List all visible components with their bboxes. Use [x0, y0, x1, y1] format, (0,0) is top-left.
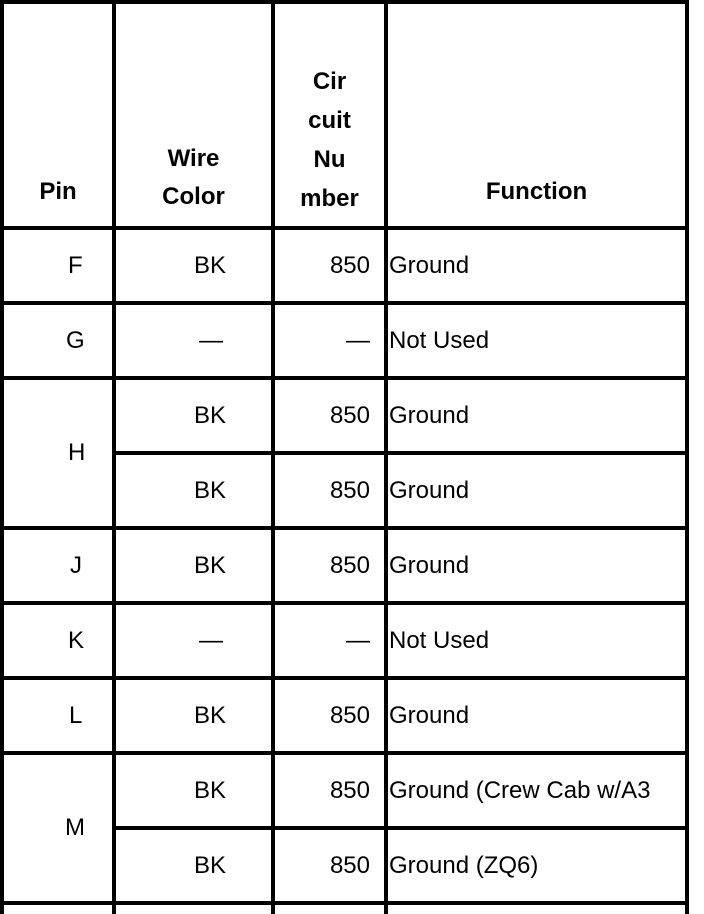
row-rule	[0, 526, 689, 530]
function-cell: Ground (Crew Cab w/A3	[389, 777, 651, 804]
row-rule	[0, 901, 689, 905]
column-rule	[0, 0, 4, 914]
wire-color-cell: BK	[194, 477, 227, 504]
pin-cell: J	[70, 552, 82, 579]
header-function	[388, 178, 685, 206]
header-circuit-line: mber	[300, 185, 359, 212]
function-cell: Ground	[389, 477, 470, 504]
row-rule	[0, 751, 689, 755]
wire-color-cell: BK	[194, 777, 227, 804]
header-circuit-line: Nu	[313, 146, 346, 173]
function-cell: Not Used	[389, 627, 490, 654]
circuit-cell: 850	[329, 552, 370, 579]
row-rule	[113, 451, 689, 455]
header-wire-color-line: Color	[162, 183, 225, 210]
row-rule	[0, 601, 689, 605]
function-cell: Ground	[389, 552, 470, 579]
row-rule	[113, 826, 689, 830]
header-circuit-line: Cir	[312, 68, 347, 95]
header-pin	[4, 178, 112, 206]
column-rule	[112, 0, 116, 914]
circuit-cell: —	[346, 627, 370, 654]
pin-cell: L	[69, 702, 83, 729]
pin-cell: K	[68, 627, 85, 654]
circuit-cell: 850	[329, 852, 370, 879]
header-wire-color	[116, 140, 271, 216]
row-rule	[0, 376, 689, 380]
circuit-cell: 850	[329, 402, 370, 429]
row-rule	[0, 0, 689, 4]
function-cell: Ground	[389, 402, 470, 429]
row-rule	[0, 301, 689, 305]
wire-color-cell: BK	[194, 702, 227, 729]
wire-color-cell: BK	[194, 252, 227, 279]
function-cell: Not Used	[389, 327, 490, 354]
circuit-cell: 850	[329, 252, 370, 279]
row-rule	[0, 226, 689, 230]
wire-color-cell: BK	[194, 402, 227, 429]
header-wire-color-line: Wire	[167, 145, 220, 172]
column-rule	[384, 0, 388, 914]
function-cell: Ground	[389, 702, 470, 729]
header-pin-label: Pin	[39, 178, 77, 205]
wire-color-cell: —	[199, 627, 223, 654]
wire-color-cell: —	[199, 327, 223, 354]
circuit-cell: —	[346, 327, 370, 354]
wire-color-cell: BK	[194, 852, 227, 879]
row-rule	[0, 676, 689, 680]
function-cell: Ground (ZQ6)	[389, 852, 539, 879]
pin-cell: M	[65, 814, 85, 841]
column-rule	[685, 0, 689, 914]
circuit-cell: 850	[329, 777, 370, 804]
header-function-label: Function	[485, 178, 588, 205]
circuit-cell: 850	[329, 477, 370, 504]
pin-cell: H	[68, 439, 86, 466]
header-circuit-number	[275, 62, 384, 218]
pin-cell: G	[66, 327, 85, 354]
function-cell: Ground	[389, 252, 470, 279]
pin-cell: F	[68, 252, 83, 279]
circuit-cell: 850	[329, 702, 370, 729]
header-circuit-line: cuit	[308, 107, 351, 134]
wire-color-cell: BK	[194, 552, 227, 579]
